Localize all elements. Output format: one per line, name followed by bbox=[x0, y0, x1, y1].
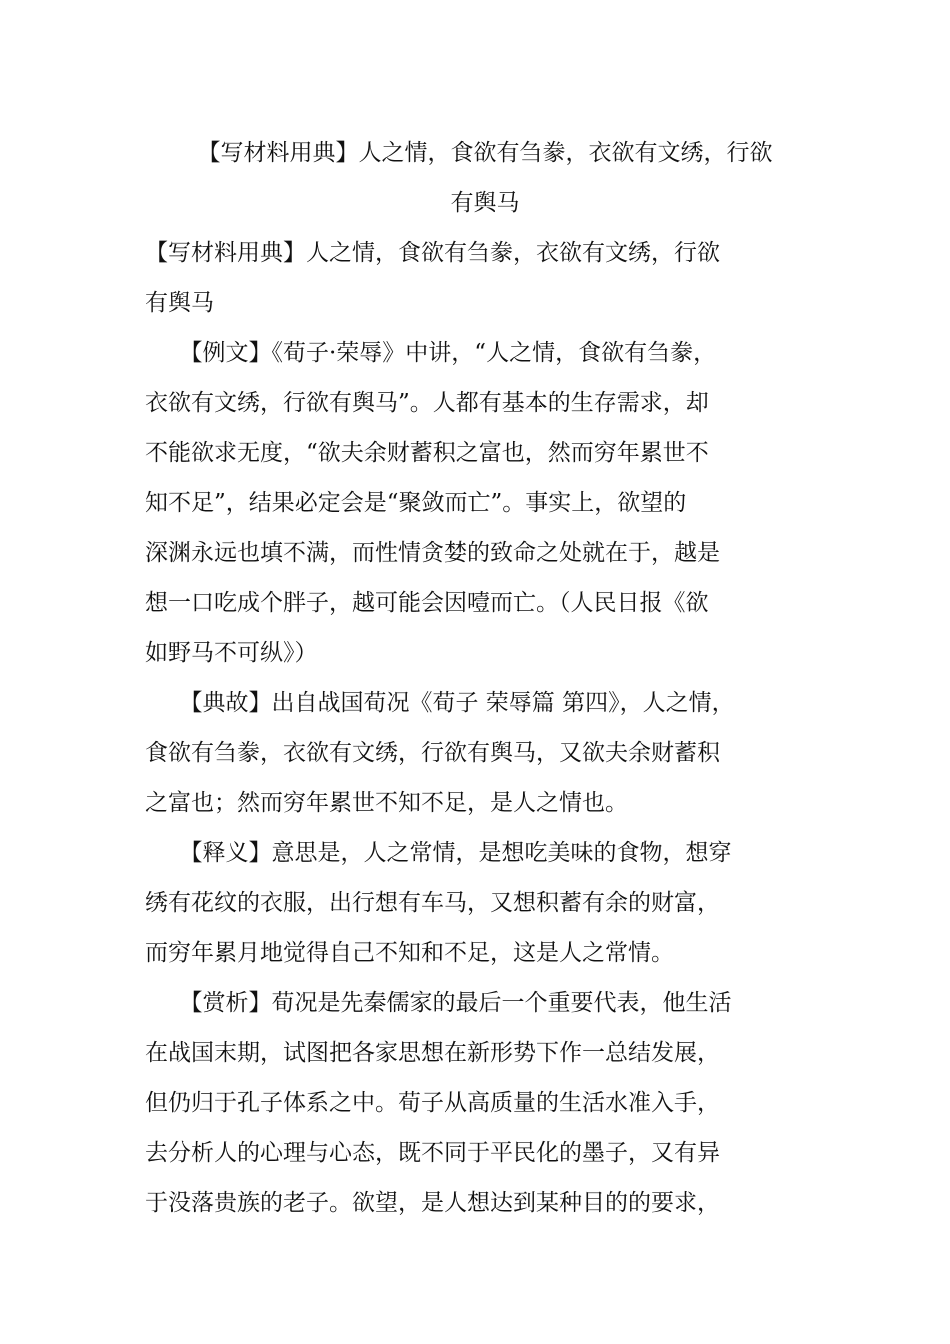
meaning-paragraph: 【释义】意思是，人之常情，是想吃美味的食物，想穿 绣有花纹的衣服，出行想有车马，又想积蓄有余的财富， 而穷年累月地觉得自己不知和不足，这是人之常情。 bbox=[145, 840, 732, 966]
analysis-paragraph: 【赏析】荀况是先秦儒家的最后一个重要代表，他生活 在战国末期，试图把各家思想在新形势下作一总结发展， 但仍归于孔子体系之中。荀子从高质量的生活水准入手， 去分析人的心理与心态，既不同于平民化的墨子，又有异 于没落贵族的老子。欲望，是人想达到某种目的的要求， bbox=[145, 990, 732, 1216]
example-paragraph: 【例文】《荀子·荣辱》中讲，“人之情，食欲有刍豢， 衣欲有文绣，行欲有舆马”。人都有基本的生存需求，却 不能欲求无度，“欲夫余财蓄积之富也，然而穷年累世不 知不足”，结果必定会是“聚敛而亡”。事实上，欲望的 深渊永远也填不满，而性情贪婪的致命之处就在于，越是 想一口吃成个胖子，越可能会因噎而亡。（人民日报《欲 如野马不可纵》） bbox=[145, 340, 720, 666]
document-title: 【写材料用典】人之情，食欲有刍豢，衣欲有文绣，行欲 有舆马 bbox=[197, 140, 773, 216]
allusion-paragraph: 【典故】出自战国荀况《荀子 荣辱篇 第四》，人之情， 食欲有刍豢，衣欲有文绣，行欲有舆马，又欲夫余财蓄积 之富也；然而穷年累世不知不足，是人之情也。 bbox=[145, 690, 735, 816]
section-heading: 【写材料用典】人之情，食欲有刍豢，衣欲有文绣，行欲 有舆马 bbox=[145, 240, 720, 316]
